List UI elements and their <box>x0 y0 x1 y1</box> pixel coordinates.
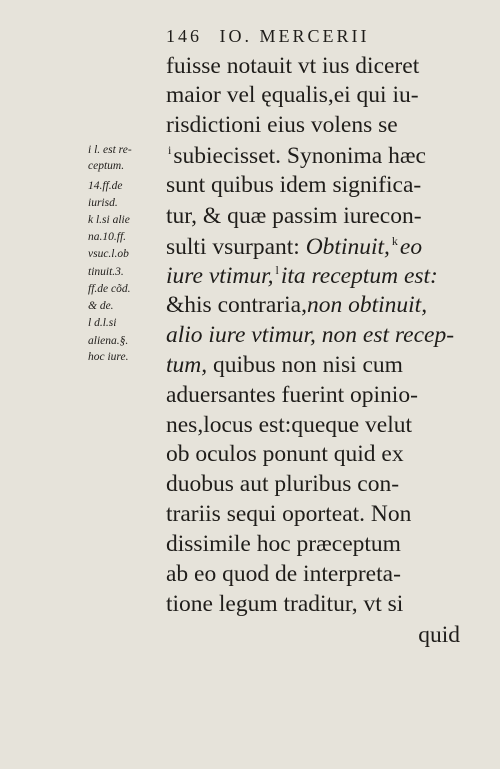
margin-note-line: tinuit.3. <box>88 266 124 278</box>
margin-note-line: na.10.ff. <box>88 231 127 243</box>
text-run: Obtinuit, <box>305 234 390 260</box>
text-line <box>166 324 454 348</box>
note-reference: aduersantes fuerint opinio- <box>166 382 418 408</box>
note-reference: Synonima hæc <box>281 143 426 169</box>
margin-note-line: vsuc.l.ob <box>88 248 129 260</box>
note-reference: dissimile hoc præceptum <box>166 531 401 557</box>
note-reference: trariis sequi oporteat. Non <box>166 501 412 527</box>
margin-note-line: i l. est re- <box>88 144 132 156</box>
note-reference: sulti vsurpant: <box>166 234 306 260</box>
note-reference: tione legum traditur, vt si <box>166 591 404 617</box>
text-line <box>166 84 419 108</box>
margin-note-line: iurisd. <box>88 197 118 209</box>
margin-note-line: hoc iure. <box>88 351 129 363</box>
margin-note-line: & de. <box>88 300 114 312</box>
margin-note-line: ceptum. <box>88 160 125 172</box>
text-run: iure vtimur, <box>166 263 274 289</box>
note-reference: nes,locus est:queque velut <box>166 412 413 438</box>
margin-note-line: aliena.§. <box>88 335 129 347</box>
note-reference: sunt quibus idem significa- <box>166 172 422 198</box>
margin-note-line: ff.de cõd. <box>88 283 131 295</box>
text-line <box>418 624 460 648</box>
note-reference: duobus aut pluribus con- <box>166 471 400 497</box>
text-line <box>166 414 412 438</box>
text-run: eo <box>399 234 423 260</box>
text-run: tum, <box>166 352 208 378</box>
text-line <box>166 533 401 557</box>
running-title: IO. MERCERII <box>219 26 370 46</box>
note-reference: l <box>275 263 279 277</box>
text-line <box>166 144 426 169</box>
text-line <box>166 294 427 318</box>
note-reference: subiecisset. <box>173 143 282 169</box>
page-number: 146 <box>166 26 202 46</box>
note-reference: ob oculos ponunt quid ex <box>166 441 404 467</box>
margin-note-line: 14.ff.de <box>88 180 123 192</box>
text-line <box>166 503 411 527</box>
text-line <box>166 264 438 289</box>
text-line <box>166 473 399 497</box>
text-line <box>166 235 422 260</box>
text-run: ita receptum est: <box>280 263 438 289</box>
running-header <box>166 26 370 47</box>
text-line <box>166 174 421 198</box>
note-reference: i <box>168 143 172 157</box>
note-reference: ab eo quod de interpreta- <box>166 561 401 587</box>
note-reference: tur, & quæ passim iurecon- <box>166 203 422 229</box>
text-run: alio iure vtimur, non est recep- <box>166 322 455 348</box>
margin-note-line: k l.si alie <box>88 214 130 226</box>
note-reference: quid <box>418 622 460 648</box>
text-line <box>166 593 403 617</box>
text-line <box>166 55 419 79</box>
margin-note-line: l d.l.si <box>88 317 117 329</box>
text-run: non obtinuit, <box>306 292 428 318</box>
text-line <box>166 443 404 467</box>
note-reference: fuisse notauit vt ius diceret <box>166 53 420 79</box>
note-reference: quibus non nisi cum <box>207 352 403 378</box>
text-line <box>166 354 403 378</box>
text-line <box>166 114 398 138</box>
text-line <box>166 563 401 587</box>
text-line <box>166 384 418 408</box>
note-reference: &his contraria, <box>166 292 307 318</box>
text-line <box>166 205 422 229</box>
note-reference: risdictioni eius volens se <box>166 112 398 138</box>
note-reference: maior vel ęqualis,ei qui iu- <box>166 82 419 108</box>
note-reference: k <box>391 234 398 248</box>
